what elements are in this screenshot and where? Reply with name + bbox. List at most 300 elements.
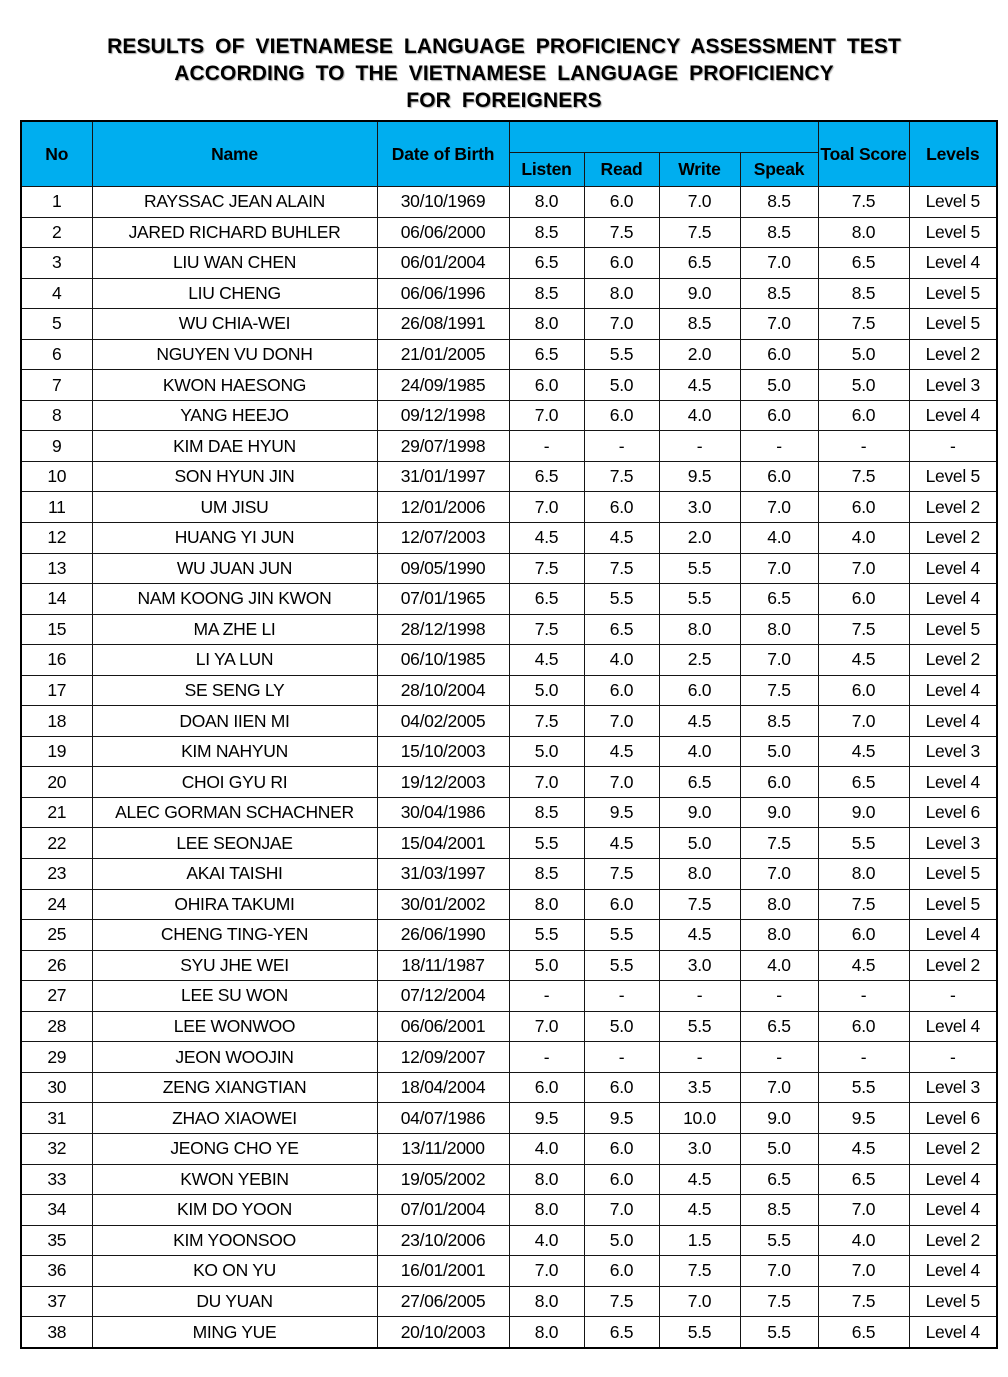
table-row [21, 370, 997, 401]
results-table [20, 120, 998, 1349]
cell-speak: 4.0 [740, 950, 818, 981]
cell-name: KIM DO YOON [92, 1195, 377, 1226]
cell-total-score: 6.0 [818, 492, 909, 523]
cell-dob: 20/10/2003 [377, 1317, 509, 1348]
cell-speak: 6.5 [740, 1011, 818, 1042]
col-header-dob: Date of Birth [377, 121, 509, 187]
table-header [21, 121, 997, 187]
cell-level: Level 2 [909, 492, 997, 523]
cell-read: - [584, 431, 659, 462]
cell-listen: 7.0 [509, 400, 584, 431]
cell-no: 35 [21, 1225, 92, 1256]
cell-no: 29 [21, 1042, 92, 1073]
cell-listen: 5.5 [509, 828, 584, 859]
cell-listen: 8.0 [509, 309, 584, 340]
cell-write: 4.5 [659, 370, 740, 401]
cell-write: 2.0 [659, 339, 740, 370]
cell-dob: 28/12/1998 [377, 614, 509, 645]
table-row [21, 981, 997, 1012]
table-row [21, 1011, 997, 1042]
cell-speak: 7.5 [740, 828, 818, 859]
cell-speak: 9.0 [740, 797, 818, 828]
cell-name: ZENG XIANGTIAN [92, 1072, 377, 1103]
cell-level: - [909, 981, 997, 1012]
cell-read: 9.5 [584, 797, 659, 828]
cell-read: 6.0 [584, 1072, 659, 1103]
cell-total-score: 9.5 [818, 1103, 909, 1134]
cell-name: UM JISU [92, 492, 377, 523]
cell-listen: 8.0 [509, 1195, 584, 1226]
cell-write: 2.0 [659, 523, 740, 554]
cell-name: LEE SU WON [92, 981, 377, 1012]
cell-listen: 5.0 [509, 950, 584, 981]
cell-write: 5.5 [659, 553, 740, 584]
cell-no: 36 [21, 1256, 92, 1287]
cell-total-score: 5.0 [818, 339, 909, 370]
cell-level: Level 4 [909, 706, 997, 737]
cell-total-score: 6.5 [818, 248, 909, 279]
cell-dob: 09/05/1990 [377, 553, 509, 584]
cell-speak: 5.5 [740, 1225, 818, 1256]
cell-write: 5.5 [659, 1011, 740, 1042]
table-row [21, 1164, 997, 1195]
cell-write: 4.5 [659, 706, 740, 737]
cell-level: Level 2 [909, 1225, 997, 1256]
cell-listen: 8.5 [509, 859, 584, 890]
table-row [21, 736, 997, 767]
cell-dob: 26/08/1991 [377, 309, 509, 340]
cell-read: 7.5 [584, 217, 659, 248]
cell-write: 3.5 [659, 1072, 740, 1103]
cell-speak: 7.0 [740, 553, 818, 584]
cell-speak: 7.0 [740, 1256, 818, 1287]
cell-write: 7.5 [659, 217, 740, 248]
cell-name: JEONG CHO YE [92, 1133, 377, 1164]
cell-write: 6.5 [659, 248, 740, 279]
cell-no: 9 [21, 431, 92, 462]
cell-level: Level 2 [909, 523, 997, 554]
table-row [21, 1256, 997, 1287]
cell-listen: 7.5 [509, 614, 584, 645]
header-row-top [21, 121, 997, 153]
cell-speak: 7.0 [740, 1072, 818, 1103]
table-row [21, 675, 997, 706]
cell-name: NGUYEN VU DONH [92, 339, 377, 370]
table-row [21, 1225, 997, 1256]
cell-read: 7.5 [584, 553, 659, 584]
cell-listen: - [509, 431, 584, 462]
cell-level: Level 5 [909, 309, 997, 340]
cell-total-score: 4.0 [818, 1225, 909, 1256]
cell-dob: 19/12/2003 [377, 767, 509, 798]
cell-level: - [909, 431, 997, 462]
cell-level: Level 6 [909, 1103, 997, 1134]
cell-speak: - [740, 1042, 818, 1073]
page-title-line-2: ACCORDING TO THE VIETNAMESE LANGUAGE PROFICIENCY [174, 62, 834, 85]
cell-read: 5.5 [584, 584, 659, 615]
cell-name: LI YA LUN [92, 645, 377, 676]
cell-name: WU CHIA-WEI [92, 309, 377, 340]
cell-speak: 7.0 [740, 859, 818, 890]
cell-dob: 16/01/2001 [377, 1256, 509, 1287]
cell-no: 16 [21, 645, 92, 676]
cell-speak: - [740, 431, 818, 462]
table-row [21, 828, 997, 859]
table-row [21, 1103, 997, 1134]
page-title-line-3: FOR FOREIGNERS [406, 89, 602, 112]
cell-dob: 12/09/2007 [377, 1042, 509, 1073]
cell-no: 14 [21, 584, 92, 615]
cell-level: Level 2 [909, 1133, 997, 1164]
cell-write: 6.5 [659, 767, 740, 798]
cell-read: 6.0 [584, 889, 659, 920]
table-row [21, 1072, 997, 1103]
results-tbody [21, 187, 997, 1348]
cell-dob: 13/11/2000 [377, 1133, 509, 1164]
cell-dob: 12/07/2003 [377, 523, 509, 554]
cell-listen: 8.0 [509, 889, 584, 920]
cell-total-score: 6.0 [818, 1011, 909, 1042]
cell-read: 6.5 [584, 614, 659, 645]
cell-listen: 5.0 [509, 675, 584, 706]
cell-write: 9.5 [659, 461, 740, 492]
table-row [21, 523, 997, 554]
cell-speak: 8.5 [740, 217, 818, 248]
cell-total-score: 7.0 [818, 1195, 909, 1226]
table-row [21, 859, 997, 890]
cell-level: Level 4 [909, 1195, 997, 1226]
cell-total-score: - [818, 431, 909, 462]
cell-total-score: 9.0 [818, 797, 909, 828]
cell-dob: 30/04/1986 [377, 797, 509, 828]
cell-name: WU JUAN JUN [92, 553, 377, 584]
cell-total-score: 4.5 [818, 1133, 909, 1164]
cell-total-score: 6.5 [818, 1164, 909, 1195]
cell-no: 28 [21, 1011, 92, 1042]
cell-level: Level 2 [909, 950, 997, 981]
cell-level: Level 5 [909, 889, 997, 920]
cell-level: Level 4 [909, 1164, 997, 1195]
cell-name: JARED RICHARD BUHLER [92, 217, 377, 248]
cell-speak: - [740, 981, 818, 1012]
cell-dob: 07/01/2004 [377, 1195, 509, 1226]
cell-write: 8.0 [659, 614, 740, 645]
table-row [21, 1133, 997, 1164]
cell-listen: 6.5 [509, 584, 584, 615]
cell-read: 5.5 [584, 339, 659, 370]
cell-read: 4.5 [584, 523, 659, 554]
cell-speak: 4.0 [740, 523, 818, 554]
cell-speak: 7.0 [740, 492, 818, 523]
cell-level: Level 5 [909, 278, 997, 309]
cell-name: AKAI TAISHI [92, 859, 377, 890]
table-row [21, 339, 997, 370]
cell-dob: 06/10/1985 [377, 645, 509, 676]
cell-level: Level 4 [909, 675, 997, 706]
cell-name: ALEC GORMAN SCHACHNER [92, 797, 377, 828]
cell-read: 5.5 [584, 950, 659, 981]
cell-listen: 8.0 [509, 187, 584, 218]
cell-dob: 31/01/1997 [377, 461, 509, 492]
cell-total-score: 4.0 [818, 523, 909, 554]
cell-total-score: 5.5 [818, 828, 909, 859]
cell-speak: 8.5 [740, 278, 818, 309]
cell-name: CHENG TING-YEN [92, 920, 377, 951]
cell-no: 5 [21, 309, 92, 340]
cell-dob: 09/12/1998 [377, 400, 509, 431]
cell-read: 5.5 [584, 920, 659, 951]
table-row [21, 492, 997, 523]
table-row [21, 920, 997, 951]
cell-no: 12 [21, 523, 92, 554]
cell-no: 32 [21, 1133, 92, 1164]
col-header-listen: Listen [509, 153, 584, 187]
cell-read: 6.0 [584, 400, 659, 431]
cell-write: 4.5 [659, 1195, 740, 1226]
cell-write: 1.5 [659, 1225, 740, 1256]
cell-read: 6.0 [584, 492, 659, 523]
cell-level: Level 4 [909, 584, 997, 615]
cell-speak: 7.0 [740, 309, 818, 340]
cell-write: 5.5 [659, 1317, 740, 1348]
cell-no: 20 [21, 767, 92, 798]
cell-listen: - [509, 1042, 584, 1073]
cell-listen: 8.0 [509, 1164, 584, 1195]
cell-dob: 06/06/2001 [377, 1011, 509, 1042]
cell-dob: 29/07/1998 [377, 431, 509, 462]
cell-no: 31 [21, 1103, 92, 1134]
cell-write: 3.0 [659, 1133, 740, 1164]
cell-speak: 6.0 [740, 461, 818, 492]
cell-read: 4.0 [584, 645, 659, 676]
cell-listen: 6.0 [509, 370, 584, 401]
cell-write: 4.0 [659, 400, 740, 431]
table-row [21, 1195, 997, 1226]
cell-level: Level 3 [909, 736, 997, 767]
cell-listen: 7.0 [509, 1011, 584, 1042]
cell-dob: 06/06/1996 [377, 278, 509, 309]
cell-name: LIU CHENG [92, 278, 377, 309]
cell-level: Level 4 [909, 553, 997, 584]
cell-level: Level 2 [909, 645, 997, 676]
cell-dob: 04/07/1986 [377, 1103, 509, 1134]
cell-no: 8 [21, 400, 92, 431]
table-row [21, 553, 997, 584]
cell-total-score: 7.5 [818, 889, 909, 920]
cell-write: - [659, 431, 740, 462]
cell-total-score: 7.5 [818, 1286, 909, 1317]
cell-dob: 27/06/2005 [377, 1286, 509, 1317]
table-row [21, 950, 997, 981]
cell-read: 7.0 [584, 309, 659, 340]
cell-no: 37 [21, 1286, 92, 1317]
cell-no: 18 [21, 706, 92, 737]
cell-level: Level 2 [909, 339, 997, 370]
col-header-no: No [21, 121, 92, 187]
table-row [21, 889, 997, 920]
cell-level: Level 4 [909, 248, 997, 279]
cell-dob: 06/01/2004 [377, 248, 509, 279]
cell-total-score: 7.5 [818, 461, 909, 492]
cell-speak: 6.0 [740, 339, 818, 370]
cell-no: 23 [21, 859, 92, 890]
cell-read: 7.0 [584, 1195, 659, 1226]
cell-read: 7.0 [584, 706, 659, 737]
cell-write: 9.0 [659, 278, 740, 309]
cell-no: 6 [21, 339, 92, 370]
cell-write: 5.0 [659, 828, 740, 859]
cell-read: 8.0 [584, 278, 659, 309]
cell-read: 7.5 [584, 461, 659, 492]
cell-no: 7 [21, 370, 92, 401]
cell-listen: 6.0 [509, 1072, 584, 1103]
cell-write: 2.5 [659, 645, 740, 676]
table-row [21, 461, 997, 492]
cell-dob: 23/10/2006 [377, 1225, 509, 1256]
cell-speak: 8.0 [740, 889, 818, 920]
cell-name: LIU WAN CHEN [92, 248, 377, 279]
cell-level: Level 5 [909, 461, 997, 492]
cell-name: MING YUE [92, 1317, 377, 1348]
cell-no: 15 [21, 614, 92, 645]
cell-listen: 8.5 [509, 797, 584, 828]
cell-level: Level 5 [909, 859, 997, 890]
cell-total-score: - [818, 1042, 909, 1073]
cell-no: 1 [21, 187, 92, 218]
cell-total-score: 4.5 [818, 645, 909, 676]
cell-listen: 4.5 [509, 645, 584, 676]
cell-listen: 8.5 [509, 217, 584, 248]
cell-write: 3.0 [659, 950, 740, 981]
cell-dob: 07/01/1965 [377, 584, 509, 615]
cell-name: KWON YEBIN [92, 1164, 377, 1195]
cell-listen: 7.0 [509, 492, 584, 523]
cell-listen: 5.0 [509, 736, 584, 767]
page-title [0, 33, 1008, 114]
col-header-read: Read [584, 153, 659, 187]
cell-no: 11 [21, 492, 92, 523]
cell-dob: 28/10/2004 [377, 675, 509, 706]
cell-listen: 7.5 [509, 553, 584, 584]
cell-listen: 8.0 [509, 1286, 584, 1317]
cell-no: 25 [21, 920, 92, 951]
cell-dob: 15/04/2001 [377, 828, 509, 859]
cell-name: SON HYUN JIN [92, 461, 377, 492]
cell-dob: 24/09/1985 [377, 370, 509, 401]
cell-read: 6.0 [584, 1164, 659, 1195]
cell-write: - [659, 981, 740, 1012]
cell-read: 6.0 [584, 1256, 659, 1287]
col-header-levels: Levels [909, 121, 997, 187]
cell-listen: - [509, 981, 584, 1012]
cell-speak: 8.5 [740, 187, 818, 218]
cell-listen: 8.5 [509, 278, 584, 309]
cell-total-score: 4.5 [818, 736, 909, 767]
cell-speak: 7.0 [740, 645, 818, 676]
col-header-total-score: Toal Score [818, 121, 909, 187]
cell-no: 2 [21, 217, 92, 248]
cell-level: Level 5 [909, 1286, 997, 1317]
cell-read: - [584, 1042, 659, 1073]
table-row [21, 431, 997, 462]
cell-total-score: 6.5 [818, 767, 909, 798]
cell-listen: 7.0 [509, 1256, 584, 1287]
cell-name: LEE SEONJAE [92, 828, 377, 859]
cell-name: OHIRA TAKUMI [92, 889, 377, 920]
table-row [21, 584, 997, 615]
col-header-write: Write [659, 153, 740, 187]
cell-total-score: 6.0 [818, 400, 909, 431]
cell-total-score: 7.0 [818, 553, 909, 584]
cell-no: 30 [21, 1072, 92, 1103]
cell-speak: 7.0 [740, 248, 818, 279]
cell-read: 6.0 [584, 1133, 659, 1164]
cell-name: RAYSSAC JEAN ALAIN [92, 187, 377, 218]
cell-no: 19 [21, 736, 92, 767]
cell-write: 8.0 [659, 859, 740, 890]
cell-no: 10 [21, 461, 92, 492]
cell-level: Level 3 [909, 828, 997, 859]
cell-speak: 5.0 [740, 370, 818, 401]
cell-name: CHOI GYU RI [92, 767, 377, 798]
cell-name: MA ZHE LI [92, 614, 377, 645]
cell-name: YANG HEEJO [92, 400, 377, 431]
cell-read: 6.5 [584, 1317, 659, 1348]
table-row [21, 217, 997, 248]
cell-level: Level 4 [909, 400, 997, 431]
cell-write: 4.5 [659, 920, 740, 951]
cell-listen: 9.5 [509, 1103, 584, 1134]
cell-total-score: 7.5 [818, 614, 909, 645]
cell-write: 7.5 [659, 889, 740, 920]
cell-read: 4.5 [584, 828, 659, 859]
cell-speak: 6.0 [740, 767, 818, 798]
cell-no: 33 [21, 1164, 92, 1195]
cell-total-score: 7.0 [818, 1256, 909, 1287]
table-row [21, 278, 997, 309]
cell-no: 4 [21, 278, 92, 309]
cell-level: Level 4 [909, 767, 997, 798]
cell-write: 4.0 [659, 736, 740, 767]
table-row [21, 1042, 997, 1073]
table-row [21, 706, 997, 737]
cell-name: KIM YOONSOO [92, 1225, 377, 1256]
cell-speak: 6.5 [740, 584, 818, 615]
cell-write: 3.0 [659, 492, 740, 523]
cell-listen: 4.0 [509, 1133, 584, 1164]
cell-listen: 7.0 [509, 767, 584, 798]
cell-read: - [584, 981, 659, 1012]
col-header-skills-group [509, 121, 818, 153]
cell-level: Level 5 [909, 187, 997, 218]
cell-level: Level 4 [909, 1011, 997, 1042]
cell-no: 24 [21, 889, 92, 920]
cell-level: Level 6 [909, 797, 997, 828]
page-title-line-1: RESULTS OF VIETNAMESE LANGUAGE PROFICIENCY ASSESSMENT TEST [107, 35, 901, 58]
cell-no: 27 [21, 981, 92, 1012]
cell-speak: 8.0 [740, 920, 818, 951]
cell-read: 5.0 [584, 1011, 659, 1042]
cell-name: ZHAO XIAOWEI [92, 1103, 377, 1134]
cell-total-score: 6.5 [818, 1317, 909, 1348]
cell-no: 17 [21, 675, 92, 706]
cell-name: KIM DAE HYUN [92, 431, 377, 462]
cell-level: - [909, 1042, 997, 1073]
cell-name: KO ON YU [92, 1256, 377, 1287]
table-row [21, 767, 997, 798]
cell-dob: 15/10/2003 [377, 736, 509, 767]
cell-name: SE SENG LY [92, 675, 377, 706]
